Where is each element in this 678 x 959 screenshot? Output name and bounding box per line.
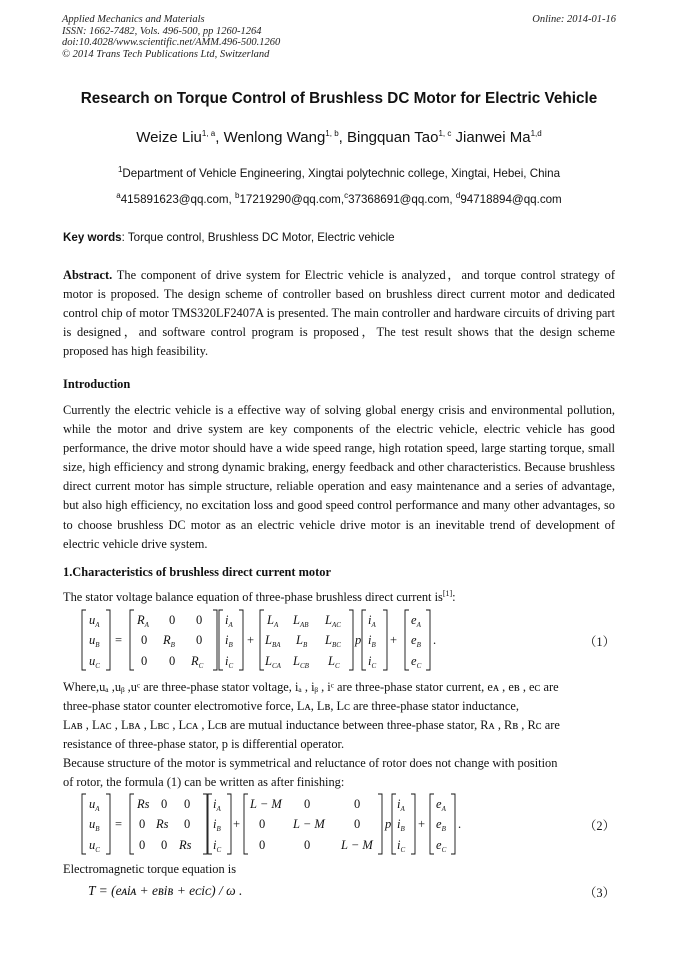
svg-text:LBA: $L_{BA}$ <box>265 633 281 649</box>
svg-text:LBC: $L_{BC}$ <box>325 633 341 649</box>
email: 17219290@qq.com, <box>239 193 345 206</box>
svg-text:p: p <box>355 633 362 647</box>
section1-intro: The stator voltage balance equation of three-phase brushless direct current is[1]: <box>63 588 456 604</box>
section1-heading: 1.Characteristics of brushless direct current motor <box>63 565 331 579</box>
svg-text:RC: $R_C$ <box>191 654 204 670</box>
svg-text:0: 0 <box>259 838 266 852</box>
copyright: © 2014 Trans Tech Publications Ltd, Switzerland <box>62 48 270 60</box>
where-line-3: Lᴀʙ , Lᴀᴄ , Lʙᴀ , Lʙᴄ , Lᴄᴀ , Lᴄʙ are mutual inductance between three-phase stator, Rᴀ , Rʙ , Rᴄ are <box>63 718 560 732</box>
affiliation <box>0 167 678 180</box>
svg-text:iC: $i_C$ <box>225 654 234 670</box>
svg-text:LCB: $L_{CB}$ <box>293 654 309 670</box>
author-name: Weize Liu <box>136 129 202 146</box>
where-line-4: resistance of three-phase stator, p is differential operator. <box>63 737 345 751</box>
online-date: Online: 2014-01-16 <box>532 14 616 25</box>
svg-text:Rs: Rs <box>156 817 169 831</box>
journal-header <box>62 14 280 60</box>
author-sup: 1, c <box>438 129 452 138</box>
where-line-1: Where,uₐ ,uᵦ ,uᶜ are three-phase stator voltage, iₐ , iᵦ , iᶜ are three-phase stator current, eᴀ , eʙ , eᴄ are <box>63 680 559 694</box>
affiliation-sup: 1 <box>117 165 123 175</box>
svg-text:iC: $i_C$ <box>213 838 222 854</box>
journal-name: Applied Mechanics and Materials <box>62 14 205 25</box>
svg-text:LB: $L_B$ <box>296 633 308 649</box>
svg-text:eC: $e_C$ <box>411 654 422 670</box>
svg-text:iB: $i_B$ <box>225 633 233 649</box>
svg-text:uA: $u_A$ <box>89 797 100 813</box>
svg-text:0: 0 <box>169 613 176 627</box>
svg-text:0: 0 <box>184 797 191 811</box>
svg-text:uC: $u_C$ <box>89 654 100 670</box>
svg-text:0: 0 <box>141 654 148 668</box>
equation-3: T = (eᴀiᴀ + eʙiʙ + eᴄiᴄ) / ω . <box>88 883 243 898</box>
svg-text:eA: $e_A$ <box>436 797 446 813</box>
svg-text:+: + <box>233 817 241 831</box>
email-sup: b <box>235 191 240 201</box>
abstract-text: The component of drive system for Electric vehicle is analyzed，and torque control strategy of motor is proposed. The design scheme of controller based on brushless direct current motor and dedicated control chip of motor TMS320LF2407A is presented. The main controller and hardware circuits of driving part is designed，and software control program is proposed，The test result shows that the design scheme proposed has high feasibility. <box>63 268 615 359</box>
svg-text:iC: $i_C$ <box>397 838 406 854</box>
author-name: Bingquan Tao <box>346 129 439 146</box>
svg-text:0: 0 <box>139 817 146 831</box>
svg-text:0: 0 <box>354 817 361 831</box>
svg-text:eB: $e_B$ <box>411 633 421 649</box>
svg-text:Rs: Rs <box>137 797 150 811</box>
svg-text:L − M: L − M <box>250 797 282 811</box>
introduction-text: Currently the electric vehicle is a effective way of solving global energy crisis and environmental pollution, while the motor and drive system are key components of the electric vehicle, electric vehicle has good performance, the drive motor should have a wide speed range, high rotation speed, large starting torque, small size, high efficiency and strong dynamic braking, energy feedback and other characteristics. Because brushless direct current motor has simple structure, reliable operation and easy maintenance and a series of advantage, but also high efficiency, no excitation loss and good speed control performance and many other advantages, so to choose brushless DC motor as an electric vehicle drive motor is an inevitable trend of development of electric vehicle drive system. <box>63 403 615 551</box>
svg-text:L − M: L − M <box>341 838 373 852</box>
svg-text:0: 0 <box>161 797 168 811</box>
equation-2 <box>63 791 615 857</box>
paper-title: Research on Torque Control of Brushless DC Motor for Electric Vehicle <box>80 90 598 107</box>
affiliation-text: Department of Vehicle Engineering, Xingtai polytechnic college, Xingtai, Hebei, China <box>122 167 561 180</box>
equation-3-number: （3） <box>584 886 615 900</box>
svg-text:LC: $L_C$ <box>328 654 340 670</box>
email-list <box>0 193 678 206</box>
svg-text:.: . <box>458 817 462 831</box>
svg-text:+: + <box>390 633 398 647</box>
abstract-label: Abstract. <box>63 268 113 282</box>
svg-text:iC: $i_C$ <box>368 654 377 670</box>
svg-text:Rs: Rs <box>179 838 192 852</box>
keywords-label: Key words <box>63 231 122 244</box>
author-name: Wenlong Wang <box>223 129 326 146</box>
svg-text:iA: $i_A$ <box>213 797 221 813</box>
abstract <box>63 266 615 361</box>
author-sup: 1, b <box>325 129 339 138</box>
email: 94718894@qq.com <box>460 193 562 206</box>
svg-text:LAC: $L_{AC}$ <box>325 613 341 629</box>
author-sup: 1,d <box>530 129 542 138</box>
section1-intro-text: The stator voltage balance equation of three-phase brushless direct current is <box>63 590 443 604</box>
svg-text:0: 0 <box>259 817 266 831</box>
email-sup: a <box>116 191 121 201</box>
keywords-text: : Torque control, Brushless DC Motor, Electric vehicle <box>121 231 395 244</box>
torque-intro: Electromagnetic torque equation is <box>63 862 237 876</box>
svg-text:LA: $L_A$ <box>267 613 279 629</box>
author-list: Weize Liu$^{1, a}$, Wenlong Wang$^{1, b}$, Bingquan Tao$^{1, c}$ Jianwei Ma$^{1,d}$ <box>136 129 542 146</box>
svg-text:LCA: $L_{CA}$ <box>265 654 281 670</box>
svg-text:0: 0 <box>304 838 311 852</box>
equation-2-number: （2） <box>584 819 615 833</box>
svg-text:iB: $i_B$ <box>397 817 405 833</box>
svg-text:0: 0 <box>169 654 176 668</box>
svg-text:0: 0 <box>141 633 148 647</box>
issn: ISSN: 1662-7482, Vols. 496-500, pp 1260-1264 <box>62 25 262 37</box>
email: 415891623@qq.com, <box>120 193 232 206</box>
svg-text:uB: $u_B$ <box>89 817 100 833</box>
svg-text:+: + <box>247 633 255 647</box>
svg-text:eA: $e_A$ <box>411 613 421 629</box>
email-sup: c <box>344 191 349 201</box>
svg-text:0: 0 <box>354 797 361 811</box>
svg-text:iB: $i_B$ <box>213 817 221 833</box>
svg-text:RB: $R_B$ <box>163 633 175 649</box>
introduction-heading: Introduction <box>63 377 131 391</box>
svg-text:RA: $R_A$ <box>137 613 149 629</box>
svg-text:=: = <box>115 817 123 831</box>
doi: doi:10.4028/www.scientific.net/AMM.496-500.1260 <box>62 37 281 48</box>
svg-text:iA: $i_A$ <box>397 797 405 813</box>
svg-text:uA: $u_A$ <box>89 613 100 629</box>
equation-1 <box>63 607 615 673</box>
svg-text:0: 0 <box>139 838 146 852</box>
citation: [1] <box>442 588 453 598</box>
because-line-2: of rotor, the formula (1) can be written as after finishing: <box>63 775 345 789</box>
svg-text:iB: $i_B$ <box>368 633 376 649</box>
svg-text:uC: $u_C$ <box>89 838 100 854</box>
svg-text:eC: $e_C$ <box>436 838 447 854</box>
svg-text:LAB: $L_{AB}$ <box>293 613 309 629</box>
svg-text:eB: $e_B$ <box>436 817 446 833</box>
svg-text:iA: $i_A$ <box>225 613 233 629</box>
where-line-2: three-phase stator counter electromotive force, Lᴀ, Lʙ, Lᴄ are three-phase stator inductance, <box>63 699 519 713</box>
email: 37368691@qq.com, <box>348 193 453 206</box>
svg-text:0: 0 <box>196 613 203 627</box>
svg-text:uB: $u_B$ <box>89 633 100 649</box>
email-sup: d <box>455 191 461 201</box>
keywords <box>63 231 395 244</box>
equation-1-number: （1） <box>584 635 615 649</box>
because-line-1: Because structure of the motor is symmetrical and reluctance of rotor does not change with position <box>63 756 558 770</box>
svg-text:0: 0 <box>184 817 191 831</box>
author-sup: 1, a <box>201 129 216 138</box>
svg-text:0: 0 <box>304 797 311 811</box>
svg-text:0: 0 <box>161 838 168 852</box>
svg-text:p: p <box>385 817 392 831</box>
svg-text:=: = <box>115 633 123 647</box>
svg-text:+: + <box>418 817 426 831</box>
svg-text:0: 0 <box>196 633 203 647</box>
svg-text:.: . <box>433 633 437 647</box>
svg-text:iA: $i_A$ <box>368 613 376 629</box>
svg-text:L − M: L − M <box>293 817 325 831</box>
author-name: Jianwei Ma <box>455 129 531 146</box>
